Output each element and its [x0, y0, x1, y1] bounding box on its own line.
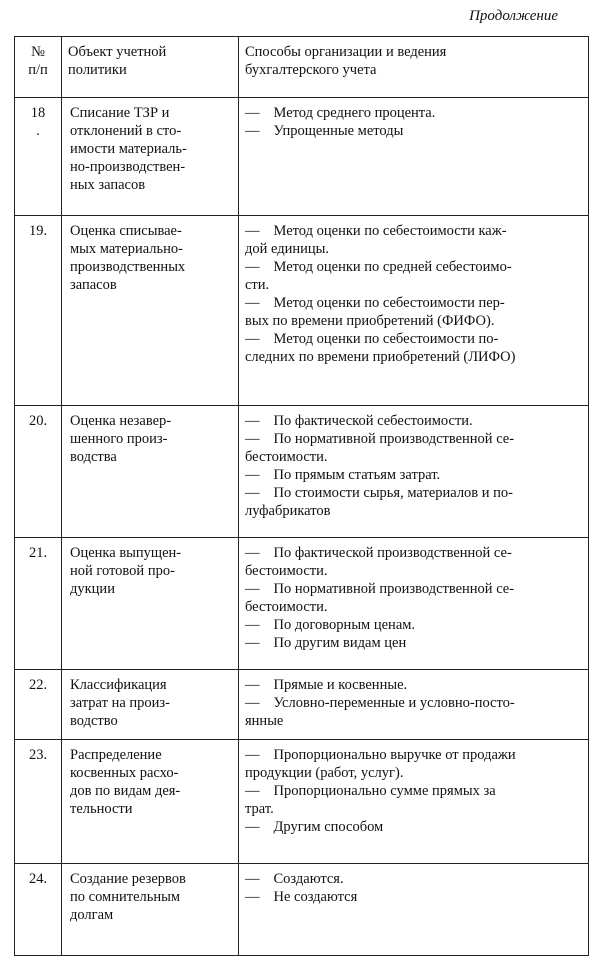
table-row: [15, 98, 589, 216]
policy-object: Создание резервов по сомнительным долгам: [62, 864, 239, 956]
method-item: — Условно-переменные и условно-посто- янные: [245, 695, 515, 729]
table-body: [15, 98, 589, 956]
row-number: 19.: [15, 216, 62, 406]
bullet-dash-icon: —: [245, 677, 260, 693]
bullet-dash-icon: —: [245, 467, 260, 483]
method-item: — По другим видам цен: [245, 635, 407, 651]
bullet-dash-icon: —: [245, 617, 260, 633]
method-item: — Создаются.: [245, 871, 344, 887]
policy-object: Оценка незавер- шенного произ- водства: [62, 406, 239, 538]
method-item: — По фактической себестоимости.: [245, 413, 473, 429]
methods-cell: [239, 98, 589, 216]
bullet-dash-icon: —: [245, 431, 260, 447]
method-item: — Другим способом: [245, 819, 384, 835]
methods-cell: [239, 406, 589, 538]
bullet-dash-icon: —: [245, 223, 260, 239]
method-item: — Прямые и косвенные.: [245, 677, 408, 693]
method-item: — По стоимости сырья, материалов и по- луфабрикатов: [245, 485, 514, 519]
policy-object: Оценка списывае- мых материально- производственных запасов: [62, 216, 239, 406]
method-item: — По нормативной производственной се- бестоимости.: [245, 431, 515, 465]
row-number: 23.: [15, 740, 62, 864]
method-item: — Метод оценки по себестоимости по- следних по времени приобретений (ЛИФО): [245, 331, 516, 365]
table-row: [15, 740, 589, 864]
policy-object: Классификация затрат на произ- водство: [62, 670, 239, 740]
header-object: Объект учетной политики: [62, 37, 239, 98]
bullet-dash-icon: —: [245, 295, 260, 311]
policy-object: Распределение косвенных расхо- дов по видам дея- тельности: [62, 740, 239, 864]
method-item: — Метод оценки по себестоимости каж- дой единицы.: [245, 223, 507, 257]
method-item: — По нормативной производственной се- бестоимости.: [245, 581, 515, 615]
bullet-dash-icon: —: [245, 819, 260, 835]
bullet-dash-icon: —: [245, 695, 260, 711]
header-num: № п/п: [15, 37, 62, 98]
row-number: 21.: [15, 538, 62, 670]
method-item: — Метод среднего процента.: [245, 105, 436, 121]
method-item: — Метод оценки по средней себестоимо- сти.: [245, 259, 512, 293]
bullet-dash-icon: —: [245, 783, 260, 799]
method-item: — Метод оценки по себестоимости пер- вых по времени приобретений (ФИФО).: [245, 295, 505, 329]
bullet-dash-icon: —: [245, 331, 260, 347]
row-number: 24.: [15, 864, 62, 956]
methods-cell: [239, 864, 589, 956]
row-number: 22.: [15, 670, 62, 740]
bullet-dash-icon: —: [245, 635, 260, 651]
method-item: — По прямым статьям затрат.: [245, 467, 441, 483]
accounting-policy-table: [14, 36, 589, 956]
method-item: — Упрощенные методы: [245, 123, 404, 139]
methods-cell: [239, 216, 589, 406]
bullet-dash-icon: —: [245, 747, 260, 763]
policy-object: Оценка выпущен- ной готовой про- дукции: [62, 538, 239, 670]
row-number: 20.: [15, 406, 62, 538]
method-item: — По фактической производственной се- бестоимости.: [245, 545, 512, 579]
table-row: [15, 538, 589, 670]
bullet-dash-icon: —: [245, 259, 260, 275]
bullet-dash-icon: —: [245, 581, 260, 597]
method-item: — Не создаются: [245, 889, 358, 905]
bullet-dash-icon: —: [245, 413, 260, 429]
bullet-dash-icon: —: [245, 889, 260, 905]
method-item: — Пропорционально выручке от продажи продукции (работ, услуг).: [245, 747, 516, 781]
bullet-dash-icon: —: [245, 871, 260, 887]
methods-cell: [239, 538, 589, 670]
row-number: 18 .: [15, 98, 62, 216]
header-methods: Способы организации и ведения бухгалтерского учета: [239, 37, 589, 98]
table-row: [15, 216, 589, 406]
method-item: — По договорным ценам.: [245, 617, 416, 633]
continuation-label: Продолжение: [469, 8, 558, 24]
table-row: [15, 406, 589, 538]
table-header-row: [15, 37, 589, 98]
bullet-dash-icon: —: [245, 105, 260, 121]
bullet-dash-icon: —: [245, 485, 260, 501]
bullet-dash-icon: —: [245, 545, 260, 561]
methods-cell: [239, 740, 589, 864]
methods-cell: [239, 670, 589, 740]
policy-object: Списание ТЗР и отклонений в сто- имости материаль- но-производствен- ных запасов: [62, 98, 239, 216]
bullet-dash-icon: —: [245, 123, 260, 139]
table-row: [15, 670, 589, 740]
method-item: — Пропорционально сумме прямых за трат.: [245, 783, 496, 817]
table-row: [15, 864, 589, 956]
